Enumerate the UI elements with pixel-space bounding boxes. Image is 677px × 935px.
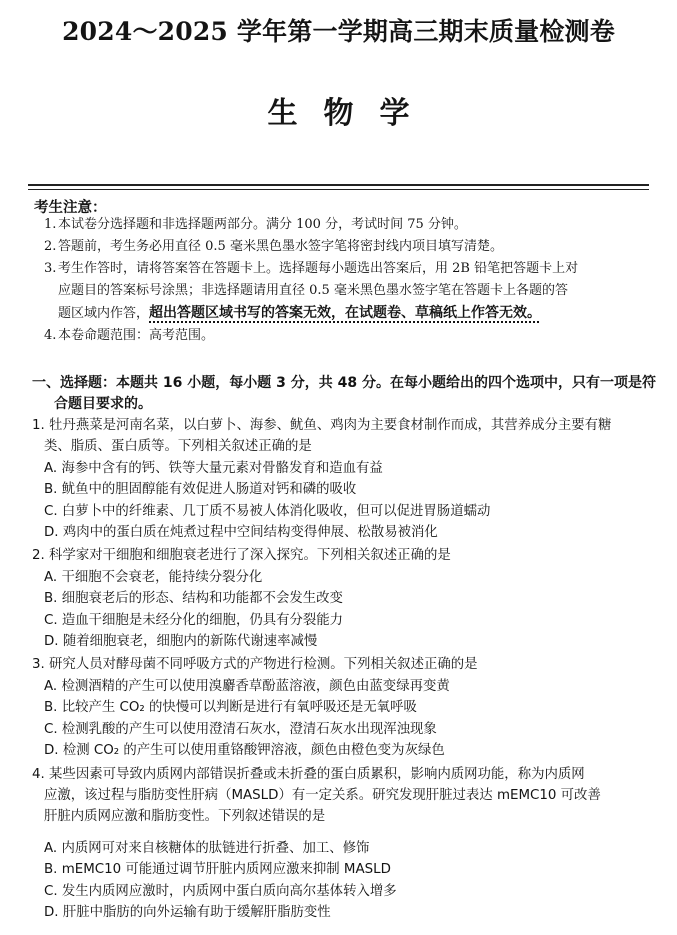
section-heading-line: 一、选择题：本题共 16 小题，每小题 3 分，共 48 分。在每小题给出的四个选项中，只有一项是符 xyxy=(32,375,656,391)
note-number: 3. xyxy=(44,261,57,276)
option-d: D. 肝脏中脂肪的向外运输有助于缓解肝脂肪变性 xyxy=(44,904,331,920)
question-stem: 2. 科学家对干细胞和细胞衰老进行了深入探究。下列相关叙述正确的是 xyxy=(32,548,451,564)
note-text: 考生作答时，请将答案答在答题卡上。选择题每小题选出答案后，用 2B 铅笔把答题卡上对 xyxy=(58,261,579,276)
note-number: 1. xyxy=(44,217,57,232)
option-d: D. 随着细胞衰老，细胞内的新陈代谢速率减慢 xyxy=(44,634,318,650)
option-a: A. 海参中含有的钙、铁等大量元素对骨骼发育和造血有益 xyxy=(44,460,383,476)
question-stem: 3. 研究人员对酵母菌不同呼吸方式的产物进行检测。下列相关叙述正确的是 xyxy=(32,657,478,673)
option-b: B. 细胞衰老后的形态、结构和功能都不会发生改变 xyxy=(44,591,343,607)
option-a: A. 检测酒精的产生可以使用溴麝香草酚蓝溶液，颜色由蓝变绿再变黄 xyxy=(44,678,450,694)
note-item xyxy=(44,214,654,236)
option-d: D. 鸡肉中的蛋白质在炖煮过程中空间结构变得伸展、松散易被消化 xyxy=(44,525,438,541)
question-stem-continued: 类、脂质、蛋白质等。下列相关叙述正确的是 xyxy=(44,439,312,455)
question-3 xyxy=(32,654,672,761)
note-emphasis: 超出答题区域书写的答案无效，在试题卷、草稿纸上作答无效。 xyxy=(149,305,542,321)
question-4 xyxy=(32,764,672,924)
header-divider-thin xyxy=(28,189,649,190)
option-a: A. 内质网可对来自核糖体的肽链进行折叠、加工、修饰 xyxy=(44,840,370,856)
question-stem-continued: 肝脏内质网应激和脂肪变性。下列叙述错误的是 xyxy=(44,809,326,825)
subject-title: 生物学 xyxy=(267,96,436,131)
note-item xyxy=(44,258,654,280)
option-b: B. 鱿鱼中的胆固醇能有效促进人肠道对钙和磷的吸收 xyxy=(44,482,357,498)
question-stem-continued: 应激，该过程与脂肪变性肝病（MASLD）有一定关系。研究发现肝脏过表达 mEMC10 可改善 xyxy=(44,787,601,803)
option-a: A. 干细胞不会衰老，能持续分裂分化 xyxy=(44,569,263,585)
question-1 xyxy=(32,415,672,543)
option-c: C. 造血干细胞是未经分化的细胞，仍具有分裂能力 xyxy=(44,612,344,628)
option-b: B. mEMC10 可能通过调节肝脏内质网应激来抑制 MASLD xyxy=(44,862,391,878)
note-number: 2. xyxy=(44,239,57,254)
notes-heading: 考生注意： xyxy=(34,200,107,216)
note-number: 4. xyxy=(44,328,57,343)
note-text: 答题前，考生务必用直径 0.5 毫米黑色墨水签字笔将密封线内项目填写清楚。 xyxy=(58,239,503,254)
note-text-continued xyxy=(44,302,654,325)
note-item xyxy=(44,325,654,347)
note-text: 题区域内作答， xyxy=(58,306,150,321)
option-c: C. 白萝卜中的纤维素、几丁质不易被人体消化吸收，但可以促进胃肠道蠕动 xyxy=(44,503,491,519)
question-2 xyxy=(32,545,672,652)
note-text: 本卷命题范围：高考范围。 xyxy=(58,328,215,343)
exam-title: 2024～2025 学年第一学期高三期末质量检测卷 xyxy=(62,17,615,46)
option-c: C. 发生内质网应激时，内质网中蛋白质向高尔基体转入增多 xyxy=(44,883,397,899)
option-b: B. 比较产生 CO₂ 的快慢可以判断是进行有氧呼吸还是无氧呼吸 xyxy=(44,700,417,716)
note-item xyxy=(44,236,654,258)
question-stem: 1. 牡丹燕菜是河南名菜，以白萝卜、海参、鱿鱼、鸡肉为主要食材制作而成，其营养成分主要有糖 xyxy=(32,418,612,433)
section-heading-line: 合题目要求的。 xyxy=(54,396,152,412)
note-text-continued: 应题目的答案标号涂黑；非选择题请用直径 0.5 毫米黑色墨水签字笔在答题卡上各题的答 xyxy=(58,283,568,298)
option-c: C. 检测乳酸的产生可以使用澄清石灰水，澄清石灰水出现浑浊现象 xyxy=(44,721,437,737)
header-divider-thick xyxy=(28,184,649,186)
questions-list xyxy=(32,415,672,923)
section-heading xyxy=(32,373,662,415)
question-stem: 4. 某些因素可导致内质网内部错误折叠或未折叠的蛋白质累积，影响内质网功能，称为内质网 xyxy=(32,766,585,782)
notes-list xyxy=(44,214,654,347)
option-d: D. 检测 CO₂ 的产生可以使用重铬酸钾溶液，颜色由橙色变为灰绿色 xyxy=(44,743,445,759)
note-text: 本试卷分选择题和非选择题两部分。满分 100 分，考试时间 75 分钟。 xyxy=(58,217,467,232)
